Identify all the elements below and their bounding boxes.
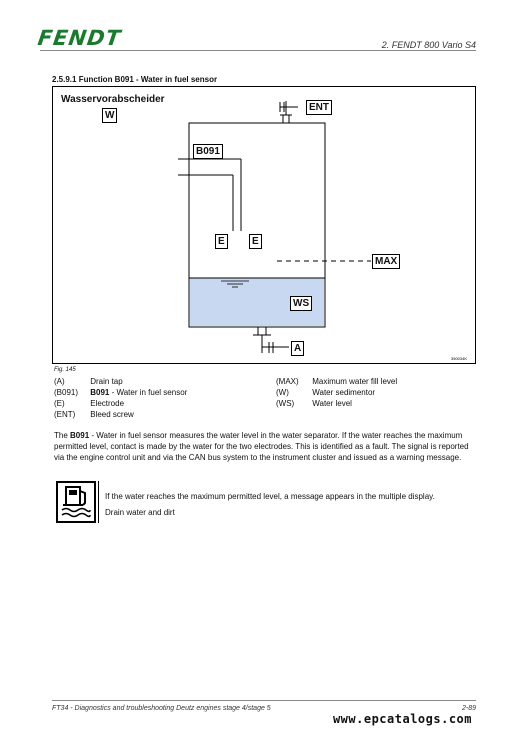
- description-paragraph: The B091 - Water in fuel sensor measures the water level in the water separator. If the water reaches the maximum permitted level, contact is made by the water for the two electrodes. This is identified as a fault. The signal is reported via the engine control unit and via the CAN bus system to the instrument cluster and issued as a warning message.: [54, 431, 469, 462]
- label-electrode-2: E: [249, 234, 262, 249]
- legend-item: (MAX) Maximum water fill level: [276, 377, 398, 386]
- fuel-water-warning-icon: [56, 481, 96, 523]
- water-separator-figure: [52, 86, 476, 364]
- footer-page-number: 2-89: [461, 705, 476, 712]
- header-rule: [40, 50, 476, 51]
- label-w: W: [102, 108, 117, 123]
- legend-item: (A) Drain tap: [54, 377, 123, 386]
- legend-item: (W) Water sedimentor: [276, 388, 376, 397]
- label-electrode-1: E: [215, 234, 228, 249]
- label-ws: WS: [290, 296, 312, 311]
- label-max: MAX: [372, 254, 400, 269]
- label-a: A: [291, 341, 304, 356]
- figure-heading: Wasservorabscheider: [61, 94, 165, 105]
- water-separator-diagram: [53, 87, 477, 365]
- legend-item: (ENT) Bleed screw: [54, 410, 134, 419]
- legend-right: [276, 376, 397, 409]
- legend-left: [54, 376, 187, 420]
- fendt-logo: FENDT: [36, 26, 123, 50]
- section-title: 2.5.9.1 Function B091 - Water in fuel sensor: [52, 75, 218, 84]
- legend-item: (E) Electrode: [54, 399, 125, 408]
- label-ent: ENT: [306, 100, 332, 115]
- footer-rule: [52, 700, 476, 701]
- watermark: www.epcatalogs.com: [332, 712, 472, 726]
- note-divider: [98, 481, 99, 523]
- footer-document-title: FT34 - Diagnostics and troubleshooting Deutz engines stage 4/stage 5: [52, 705, 271, 712]
- note-line-1: If the water reaches the maximum permitted level, a message appears in the multiple display.: [105, 492, 435, 501]
- figure-code: 350034K: [451, 356, 468, 361]
- legend-item: (B091) B091 - Water in fuel sensor: [54, 388, 188, 397]
- header-model-title: 2. FENDT 800 Vario S4: [381, 40, 476, 50]
- label-b091: B091: [193, 144, 223, 159]
- note-line-2: Drain water and dirt: [105, 508, 175, 517]
- legend-item: (WS) Water level: [276, 399, 352, 408]
- figure-caption: Fig. 145: [54, 367, 76, 373]
